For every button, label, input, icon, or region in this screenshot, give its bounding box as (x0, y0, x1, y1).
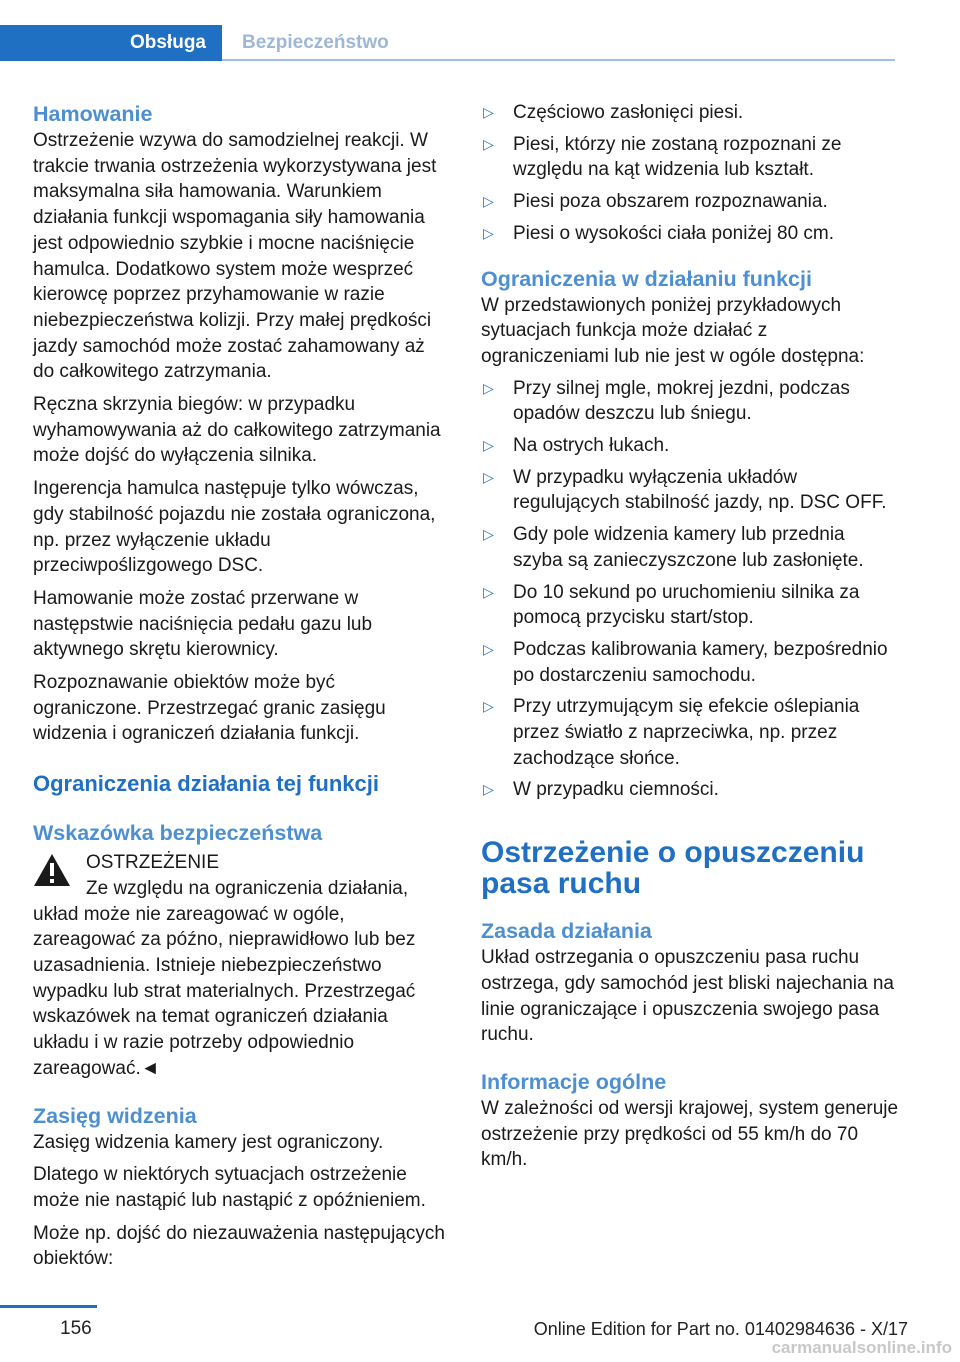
left-column (33, 100, 445, 1272)
heading-wskazowka: Wskazówka bezpieczeństwa (33, 821, 323, 846)
paragraph: Hamowanie może zostać przerwane w następstwie naciśnięcia pedału gazu lub aktywnego skrętu kierownicy. (33, 587, 373, 661)
paragraph: Ostrzeżenie wzywa do samodzielnej reakcji. W trakcie trwania ostrzeżenia wykorzystywana jest maksymalna siła hamowania. Warunkiem działania funkcji wspomagania siły hamowania jest odpowiednio szybkie i mocne naciśnięcie hamulca. Dodatkowo system może wesprzeć kierowcę poprzez przyhamowanie w razie niebezpieczeństwa kolizji. Przy małej prędkości jazdy samochód może zostać zahamowany aż do całkowitego zatrzymania. (33, 130, 437, 383)
paragraph: Dlatego w niektórych sytuacjach ostrzeżenie może nie nastąpić lub nastąpić z opóźnieniem. (33, 1164, 426, 1211)
triangle-right-icon: ▷ (483, 379, 494, 396)
triangle-right-icon: ▷ (483, 583, 494, 600)
warning-triangle-icon (33, 853, 71, 887)
list-item: ▷ Na ostrych łukach. (481, 433, 899, 459)
triangle-right-icon: ▷ (483, 193, 494, 210)
paragraph: Może np. dojść do niezauważenia następujących obiektów: (33, 1222, 445, 1270)
list-pedestrians (481, 100, 899, 247)
header-rule (222, 59, 895, 61)
warning-text: Ze względu na ograniczenia działania, układ może nie zareagować w ogóle, zareagować za późno, nieprawidłowo lub bez uzasadnienia. Istnieje niebezpieczeństwo wypadku lub strat materialnych. Przestrzegać wskazówek na temat ograniczeń działania układu i w razie potrzeby odpowiednio zareagować.◄ (33, 877, 416, 1079)
list-item: ▷ W przypadku ciemności. (481, 777, 899, 803)
warning-box (33, 850, 445, 1081)
tab-bezpieczenstwo[interactable]: Bezpieczeństwo (242, 32, 389, 53)
triangle-right-icon: ▷ (483, 781, 494, 798)
paragraph: Zasięg widzenia kamery jest ograniczony. (33, 1131, 384, 1153)
heading-informacje: Informacje ogólne (481, 1069, 667, 1094)
triangle-right-icon: ▷ (483, 135, 494, 152)
paragraph: W przedstawionych poniżej przykładowych sytuacjach funkcja może działać z ograniczeniami lub nie jest w ogóle dostępna: (481, 294, 865, 367)
warning-title: OSTRZEŻENIE (86, 852, 220, 874)
heading-zasada: Zasada działania (481, 919, 652, 944)
paragraph: Ręczna skrzynia biegów: w przypadku wyhamowywania aż do całkowitego zatrzymania może dojść do wyłączenia silnika. (33, 394, 441, 467)
list-limitations (481, 376, 899, 804)
list-item: ▷ Piesi o wysokości ciała poniżej 80 cm. (481, 221, 899, 247)
paragraph: Układ ostrzegania o opuszczeniu pasa ruchu ostrzega, gdy samochód jest bliski najechania na linie ograniczające i opuszczenia swojego pasa ruchu. (481, 947, 894, 1046)
list-item: ▷ Gdy pole widzenia kamery lub przednia szyba są zanieczyszczone lub zasłonięte. (483, 524, 864, 571)
list-item: ▷ Piesi poza obszarem rozpoznawania. (481, 189, 899, 215)
watermark: carmanualsonline.info (771, 1338, 952, 1357)
list-item: ▷ Podczas kalibrowania kamery, bezpośrednio po dostarczeniu samochodu. (483, 638, 888, 686)
heading-zasieg: Zasięg widzenia (33, 1103, 197, 1128)
footer-rule (0, 1305, 97, 1308)
triangle-right-icon: ▷ (483, 698, 494, 715)
triangle-right-icon: ▷ (483, 104, 494, 120)
paragraph: Rozpoznawanie obiektów może być ograniczone. Przestrzegać granic zasięgu widzenia i ograniczeń działania funkcji. (33, 672, 386, 745)
list-item: ▷ Piesi, którzy nie zostaną rozpoznani ze względu na kąt widzenia lub kształt. (483, 133, 842, 181)
triangle-right-icon: ▷ (483, 526, 494, 543)
list-item: ▷ W przypadku wyłączenia układów regulujących stabilność jazdy, np. DSC OFF. (483, 466, 887, 514)
chapter-title: Ostrzeżenie o opuszczeniu pasa ruchu (481, 836, 865, 901)
paragraph: Ingerencja hamulca następuje tylko wówczas, gdy stabilność pojazdu nie została ograniczona, np. przez wyłączenie układu przeciwpoślizgowego DSC. (33, 478, 436, 577)
list-item: ▷ Przy utrzymującym się efekcie oślepiania przez światło z naprzeciwka, np. przez zachodzące słońce. (483, 696, 860, 769)
heading-ograniczenia-dzialaniu: Ograniczenia w działaniu funkcji (481, 266, 812, 291)
heading-ograniczenia: Ograniczenia działania tej funkcji (33, 771, 379, 797)
tab-obsluga[interactable]: Obsługa (0, 25, 222, 61)
triangle-right-icon: ▷ (483, 224, 494, 241)
triangle-right-icon: ▷ (483, 468, 494, 485)
right-column (481, 100, 899, 1173)
list-item: ▷ Częściowo zasłonięci piesi. (481, 100, 899, 126)
heading-hamowanie: Hamowanie (33, 102, 153, 126)
edition-text: Online Edition for Part no. 01402984636 - X/17 (533, 1319, 908, 1339)
triangle-right-icon: ▷ (483, 437, 494, 454)
paragraph: W zależności od wersji krajowej, system generuje ostrzeżenie przy prędkości od 55 km/h do 70 km/h. (481, 1097, 899, 1171)
page-number: 156 (60, 1318, 92, 1339)
list-item: ▷ Do 10 sekund po uruchomieniu silnika za pomocą przycisku start/stop. (483, 581, 860, 629)
header-tabs (0, 25, 895, 61)
triangle-right-icon: ▷ (483, 640, 494, 657)
list-item: ▷ Przy silnej mgle, mokrej jezdni, podczas opadów deszczu lub śniegu. (483, 377, 850, 425)
